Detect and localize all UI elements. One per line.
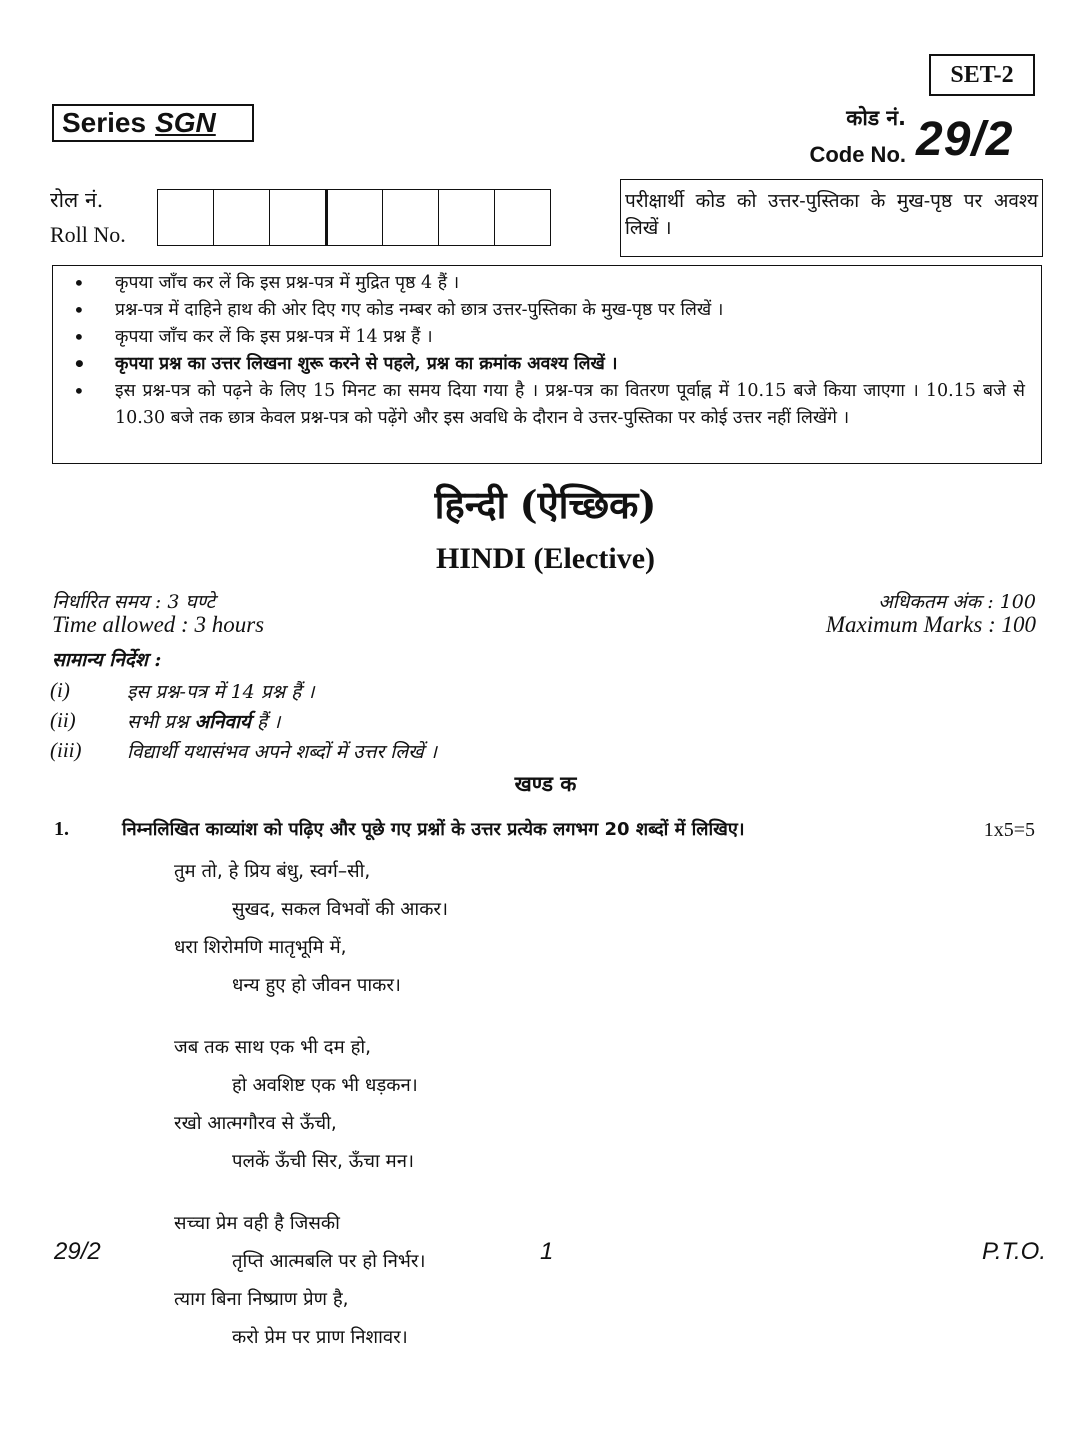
roll-digit-box[interactable] [213, 190, 269, 245]
subject-title-english: HINDI (Elective) [435, 542, 656, 575]
code-label-hindi: कोड नं. [846, 106, 906, 130]
poem-line: धन्य हुए हो जीवन पाकर। [232, 975, 401, 996]
subject-title-hindi: हिन्दी (ऐच्छिक) [434, 482, 657, 527]
question-number: 1. [54, 818, 69, 840]
item-text: इस प्रश्न-पत्र में 14 प्रश्न हैं । [127, 681, 315, 703]
code-number: 29/2 [916, 113, 1014, 166]
item-text: विद्यार्थी यथासंभव अपने शब्दों में उत्तर लिखें । [127, 741, 437, 763]
footer-code: 29/2 [54, 1238, 101, 1265]
instruction-item: • कृपया जाँच कर लें कि इस प्रश्न-पत्र में 14 प्रश्न हैं । [53, 324, 1025, 351]
item-number: (iii) [50, 738, 82, 762]
roll-digit-box[interactable] [269, 190, 325, 245]
roll-digit-box[interactable] [438, 190, 494, 245]
general-instructions-title: सामान्य निर्देश : [52, 649, 162, 671]
item-text-part: हैं । [250, 711, 281, 733]
poem-line: सच्चा प्रेम वही है जिसकी [174, 1213, 340, 1234]
general-instruction-item [50, 678, 314, 704]
poem-line: रखो आत्मगौरव से ऊँची, [174, 1113, 337, 1134]
section-heading: खण्ड क [514, 772, 577, 796]
time-allowed-english: Time allowed : 3 hours [52, 612, 265, 637]
general-instruction-item [50, 708, 280, 734]
poem-line: करो प्रेम पर प्राण निशावर। [232, 1327, 408, 1348]
poem-line: तुम तो, हे प्रिय बंधु, स्वर्ग–सी, [174, 861, 371, 882]
poem-line: त्याग बिना निष्प्राण प्रेण है, [174, 1289, 349, 1310]
question-marks: 1x5=5 [983, 819, 1035, 841]
roll-digit-box[interactable] [494, 190, 550, 245]
candidate-code-note: परीक्षार्थी कोड को उत्तर-पुस्तिका के मुख-पृष्ठ पर अवश्य लिखें । [620, 179, 1043, 257]
please-turn-over: P.T.O. [981, 1238, 1046, 1265]
item-text-part: सभी प्रश्न [127, 711, 195, 733]
time-allowed-hindi: निर्धारित समय : 3 घण्टे [52, 591, 216, 613]
roll-label-hindi: रोल नं. [50, 188, 104, 212]
page-number: 1 [540, 1238, 554, 1265]
max-marks-english: Maximum Marks : 100 [825, 612, 1036, 637]
poem-line: तृप्ति आत्मबलि पर हो निर्भर। [232, 1251, 426, 1272]
max-marks-hindi: अधिकतम अंक : 100 [878, 591, 1036, 613]
roll-digit-box[interactable] [382, 190, 438, 245]
instruction-item: • इस प्रश्न-पत्र को पढ़ने के लिए 15 मिनट का समय दिया गया है । प्रश्न-पत्र का वितरण पूर्वाह्न में 10.15 बजे किया जाएगा । 10.15 बजे से 10.30 बजे तक छात्र केवल प्रश्न-पत्र को पढ़ेंगे और इस अवधि के दौरान वे उत्तर-पुस्तिका पर कोई उत्तर नहीं लिखेंगे । [53, 378, 1025, 432]
item-number: (i) [50, 678, 70, 702]
roll-digit-box[interactable] [158, 190, 213, 245]
series-code: SGN [155, 107, 216, 138]
roll-number-grid [157, 189, 551, 246]
roll-label-english: Roll No. [50, 222, 126, 247]
series-label [52, 104, 254, 142]
roll-digit-box[interactable] [325, 190, 383, 245]
general-instruction-item [50, 738, 437, 764]
instruction-item: • कृपया प्रश्न का उत्तर लिखना शुरू करने से पहले, प्रश्न का क्रमांक अवश्य लिखें । [53, 351, 1025, 378]
poem-line: पलकें ऊँची सिर, ऊँचा मन। [232, 1151, 414, 1172]
poem-line: सुखद, सकल विभवों की आकर। [232, 899, 448, 920]
instruction-item: • प्रश्न-पत्र में दाहिने हाथ की ओर दिए गए कोड नम्बर को छात्र उत्तर-पुस्तिका के मुख-पृष्ठ पर लिखें । [53, 297, 1025, 324]
question-text: निम्नलिखित काव्यांश को पढ़िए और पूछे गए प्रश्नों के उत्तर प्रत्येक लगभग 20 शब्दों में लिखिए। [122, 819, 745, 840]
item-text-bold: अनिवार्य [194, 711, 251, 733]
poem-line: हो अवशिष्ट एक भी धड़कन। [232, 1075, 418, 1096]
code-label-english: Code No. [809, 142, 906, 167]
instruction-item: • कृपया जाँच कर लें कि इस प्रश्न-पत्र में मुद्रित पृष्ठ 4 हैं । [53, 270, 1025, 297]
set-label: SET-2 [929, 54, 1035, 96]
poem-line: जब तक साथ एक भी दम हो, [174, 1037, 372, 1058]
instructions-box [52, 265, 1042, 464]
item-text [127, 708, 280, 734]
series-text: Series [62, 107, 147, 138]
item-number: (ii) [50, 708, 76, 732]
poem-line: धरा शिरोमणि मातृभूमि में, [174, 937, 347, 958]
